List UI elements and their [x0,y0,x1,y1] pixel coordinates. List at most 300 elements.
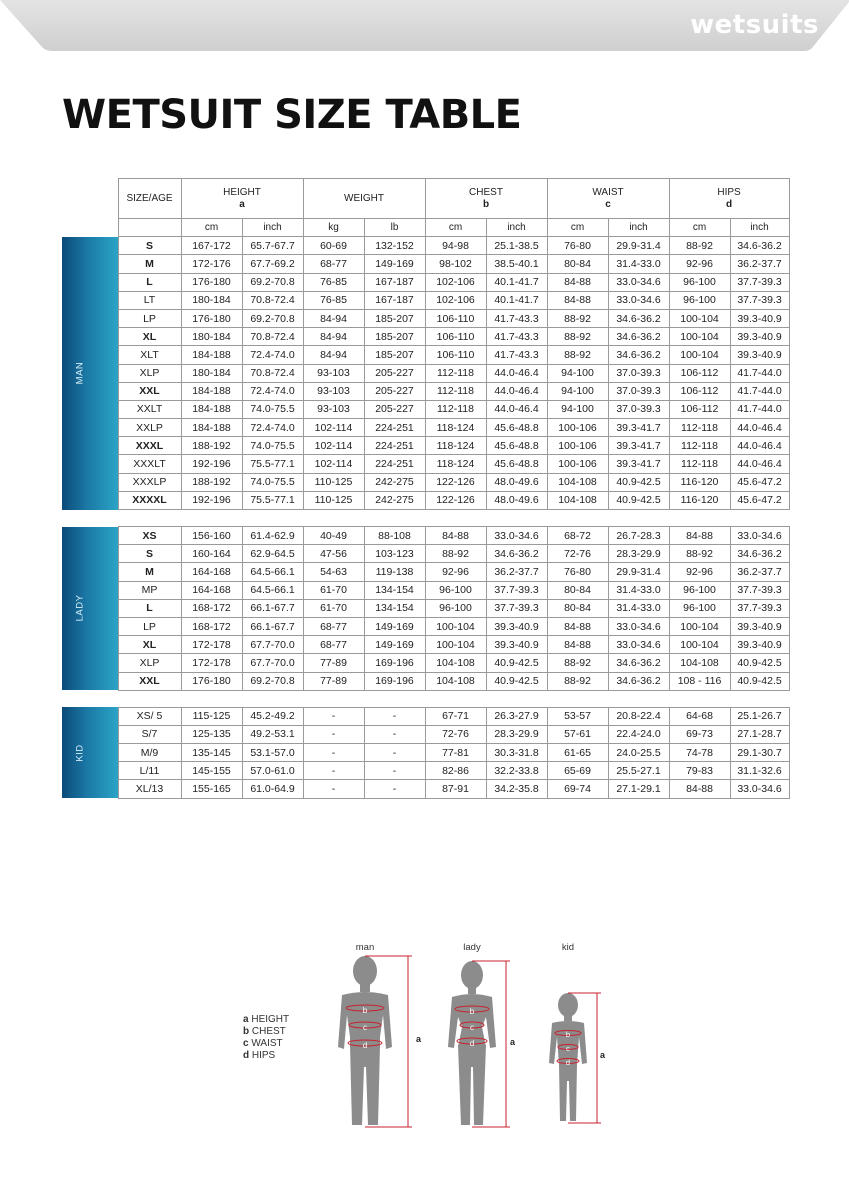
size-cell: LP [118,617,181,635]
value-cell: 172-178 [181,636,242,654]
size-cell: XXXLT [118,455,181,473]
value-cell: 104-108 [425,654,486,672]
value-cell: 100-104 [669,309,730,327]
section-label: LADY [74,594,86,622]
value-cell: 145-155 [181,762,242,780]
value-cell: 29.1-30.7 [730,744,789,762]
table-row [62,762,789,780]
value-cell: 100-104 [425,636,486,654]
table-row [62,419,789,437]
value-cell: 242-275 [364,491,425,509]
value-cell: 57.0-61.0 [242,762,303,780]
size-cell: XLP [118,364,181,382]
spacer-cell [486,510,547,527]
value-cell: 60-69 [303,237,364,255]
value-cell: 31.4-33.0 [608,255,669,273]
brand-logo-text: wetsuits [690,10,819,40]
legend-item: a HEIGHT [243,1014,290,1025]
spacer-cell [608,510,669,527]
value-cell: 53.1-57.0 [242,744,303,762]
man-mark-b: b [362,1006,368,1015]
value-cell: 100-106 [547,455,608,473]
value-cell: 41.7-43.3 [486,328,547,346]
value-cell: 100-106 [547,437,608,455]
value-cell: 84-88 [425,527,486,545]
value-cell: 37.7-39.3 [730,581,789,599]
value-cell: 41.7-44.0 [730,382,789,400]
unit-cell: inch [608,219,669,237]
value-cell: 66.1-67.7 [242,617,303,635]
value-cell: 39.3-41.7 [608,437,669,455]
value-cell: 33.0-34.6 [730,780,789,798]
value-cell: 80-84 [547,255,608,273]
value-cell: 33.0-34.6 [608,636,669,654]
unit-cell [118,219,181,237]
value-cell: 224-251 [364,419,425,437]
value-cell: 53-57 [547,707,608,725]
value-cell: 41.7-44.0 [730,364,789,382]
value-cell: 76-85 [303,273,364,291]
group-header-hips: HIPS d [669,179,789,219]
value-cell: 192-196 [181,455,242,473]
spacer-cell [425,510,486,527]
value-cell: 74.0-75.5 [242,473,303,491]
size-cell: XXXXL [118,491,181,509]
table-row [62,780,789,798]
value-cell: 184-188 [181,400,242,418]
value-cell: 96-100 [425,581,486,599]
value-cell: 104-108 [669,654,730,672]
value-cell: 88-92 [547,654,608,672]
size-cell: M/9 [118,744,181,762]
table-row [62,545,789,563]
value-cell: 67-71 [425,707,486,725]
size-cell: MP [118,581,181,599]
value-cell: 106-110 [425,309,486,327]
figure-label-man: man [355,942,375,953]
value-cell: - [303,744,364,762]
value-cell: 25.1-26.7 [730,707,789,725]
value-cell: 88-92 [547,346,608,364]
value-cell: 168-172 [181,599,242,617]
value-cell: 80-84 [547,581,608,599]
table-row [62,291,789,309]
value-cell: 68-77 [303,636,364,654]
value-cell: 96-100 [669,273,730,291]
section-label: MAN [74,361,86,385]
value-cell: 31.4-33.0 [608,581,669,599]
value-cell: 96-100 [669,291,730,309]
value-cell: 74-78 [669,744,730,762]
value-cell: 64-68 [669,707,730,725]
size-cell: S/7 [118,725,181,743]
value-cell: 70.8-72.4 [242,364,303,382]
value-cell: 104-108 [547,473,608,491]
value-cell: 33.0-34.6 [608,291,669,309]
table-row [62,437,789,455]
legend-item: b CHEST [243,1026,286,1037]
value-cell: 192-196 [181,491,242,509]
value-cell: 76-85 [303,291,364,309]
value-cell: 188-192 [181,473,242,491]
value-cell: 100-104 [669,346,730,364]
value-cell: 61-70 [303,581,364,599]
table-row [62,563,789,581]
spacer-cell [181,510,242,527]
value-cell: 37.7-39.3 [730,291,789,309]
unit-cell: kg [303,219,364,237]
spacer-cell [547,690,608,707]
value-cell: 132-152 [364,237,425,255]
size-cell: M [118,255,181,273]
table-row [62,672,789,690]
value-cell: 164-168 [181,563,242,581]
group-header-chest: CHEST b [425,179,547,219]
value-cell: 122-126 [425,473,486,491]
value-cell: 69.2-70.8 [242,309,303,327]
value-cell: 33.0-34.6 [608,273,669,291]
value-cell: 149-169 [364,636,425,654]
spacer-cell [730,510,789,527]
table-row [62,617,789,635]
value-cell: 40.9-42.5 [608,473,669,491]
value-cell: 112-118 [425,364,486,382]
value-cell: 92-96 [425,563,486,581]
value-cell: 37.7-39.3 [730,273,789,291]
value-cell: 184-188 [181,346,242,364]
value-cell: 67.7-70.0 [242,654,303,672]
table-row [62,255,789,273]
value-cell: 25.5-27.1 [608,762,669,780]
value-cell: 65.7-67.7 [242,237,303,255]
value-cell: 134-154 [364,599,425,617]
value-cell: 84-88 [547,636,608,654]
man-mark-c: c [363,1023,367,1032]
value-cell: 72.4-74.0 [242,419,303,437]
value-cell: 80-84 [547,599,608,617]
spacer-cell [242,690,303,707]
value-cell: 116-120 [669,491,730,509]
page-title: WETSUIT SIZE TABLE [62,92,522,138]
value-cell: 180-184 [181,291,242,309]
value-cell: 41.7-44.0 [730,400,789,418]
value-cell: 92-96 [669,563,730,581]
value-cell: 176-180 [181,273,242,291]
value-cell: 31.4-33.0 [608,599,669,617]
value-cell: 34.6-36.2 [608,654,669,672]
body-measurement-figures [240,935,620,1135]
value-cell: 33.0-34.6 [608,617,669,635]
value-cell: 205-227 [364,400,425,418]
value-cell: 118-124 [425,455,486,473]
value-cell: 75.5-77.1 [242,491,303,509]
value-cell: 32.2-33.8 [486,762,547,780]
value-cell: 84-88 [547,617,608,635]
spacer-cell [181,690,242,707]
value-cell: 70.8-72.4 [242,328,303,346]
value-cell: 88-92 [547,328,608,346]
table-row [62,346,789,364]
value-cell: 102-106 [425,273,486,291]
unit-cell: cm [669,219,730,237]
value-cell: 34.6-36.2 [608,346,669,364]
value-cell: 41.7-43.3 [486,309,547,327]
table-row [62,581,789,599]
value-cell: 40.9-42.5 [486,672,547,690]
value-cell: 102-114 [303,419,364,437]
value-cell: 54-63 [303,563,364,581]
spacer-cell [486,690,547,707]
value-cell: 88-92 [425,545,486,563]
value-cell: 39.3-40.9 [730,328,789,346]
size-cell: M [118,563,181,581]
lady-mark-b: b [469,1007,475,1016]
table-row [62,527,789,545]
size-cell: XLT [118,346,181,364]
value-cell: 77-89 [303,672,364,690]
value-cell: 25.1-38.5 [486,237,547,255]
value-cell: 110-125 [303,473,364,491]
value-cell: 44.0-46.4 [730,455,789,473]
value-cell: 176-180 [181,309,242,327]
value-cell: 84-88 [547,291,608,309]
value-cell: 61.0-64.9 [242,780,303,798]
value-cell: - [364,707,425,725]
value-cell: 108 - 116 [669,672,730,690]
value-cell: 69.2-70.8 [242,273,303,291]
value-cell: 40-49 [303,527,364,545]
value-cell: 122-126 [425,491,486,509]
value-cell: 30.3-31.8 [486,744,547,762]
value-cell: 102-114 [303,455,364,473]
value-cell: 167-187 [364,273,425,291]
section-band-lady [62,527,118,691]
figure-label-kid: kid [561,942,575,953]
value-cell: 134-154 [364,581,425,599]
table-row [62,744,789,762]
value-cell: 77-89 [303,654,364,672]
value-cell: 242-275 [364,473,425,491]
value-cell: 112-118 [669,455,730,473]
value-cell: 156-160 [181,527,242,545]
value-cell: 76-80 [547,237,608,255]
kid-mark-c: c [566,1044,570,1053]
value-cell: 115-125 [181,707,242,725]
value-cell: 224-251 [364,455,425,473]
value-cell: - [364,744,425,762]
value-cell: 38.5-40.1 [486,255,547,273]
value-cell: 149-169 [364,617,425,635]
value-cell: 205-227 [364,382,425,400]
kid-silhouette [549,993,587,1121]
table-row [62,400,789,418]
spacer-cell [62,690,118,707]
kid-mark-b: b [565,1030,571,1039]
value-cell: 48.0-49.6 [486,473,547,491]
value-cell: 45.6-48.8 [486,455,547,473]
value-cell: 72-76 [547,545,608,563]
value-cell: 93-103 [303,364,364,382]
value-cell: 39.3-40.9 [730,617,789,635]
value-cell: 100-106 [547,419,608,437]
table-row [62,273,789,291]
value-cell: 100-104 [425,617,486,635]
value-cell: 184-188 [181,419,242,437]
table-row [62,491,789,509]
value-cell: 155-165 [181,780,242,798]
spacer-cell [303,690,364,707]
value-cell: 44.0-46.4 [730,419,789,437]
table-row [62,328,789,346]
group-header-height: HEIGHT a [181,179,303,219]
value-cell: 26.3-27.9 [486,707,547,725]
value-cell: 84-94 [303,346,364,364]
table-row [62,707,789,725]
table-row [62,382,789,400]
value-cell: 106-112 [669,400,730,418]
value-cell: 29.9-31.4 [608,563,669,581]
value-cell: 67.7-69.2 [242,255,303,273]
value-cell: 100-104 [669,617,730,635]
value-cell: - [364,725,425,743]
value-cell: 125-135 [181,725,242,743]
value-cell: 45.6-48.8 [486,437,547,455]
value-cell: 39.3-40.9 [486,617,547,635]
size-cell: XXLP [118,419,181,437]
spacer-cell [303,510,364,527]
size-cell: XXL [118,382,181,400]
size-cell: XXXLP [118,473,181,491]
value-cell: 88-92 [669,237,730,255]
value-cell: 61.4-62.9 [242,527,303,545]
value-cell: 96-100 [669,599,730,617]
spacer-cell [118,690,181,707]
value-cell: 93-103 [303,382,364,400]
value-cell: 61-70 [303,599,364,617]
section-label: KID [74,743,86,762]
value-cell: 84-88 [547,273,608,291]
man-mark-d: d [362,1041,368,1050]
corner-cell [62,219,118,237]
value-cell: 167-172 [181,237,242,255]
value-cell: 64.5-66.1 [242,581,303,599]
value-cell: 185-207 [364,328,425,346]
size-age-header: SIZE/AGE [118,179,181,219]
value-cell: 112-118 [669,437,730,455]
table-row [62,309,789,327]
value-cell: 27.1-29.1 [608,780,669,798]
value-cell: - [364,780,425,798]
value-cell: 69-73 [669,725,730,743]
value-cell: 39.3-40.9 [730,346,789,364]
spacer-cell [242,510,303,527]
value-cell: 116-120 [669,473,730,491]
value-cell: 169-196 [364,654,425,672]
value-cell: 224-251 [364,437,425,455]
value-cell: 96-100 [425,599,486,617]
value-cell: 112-118 [425,382,486,400]
value-cell: - [303,762,364,780]
value-cell: 88-92 [547,672,608,690]
unit-cell: inch [242,219,303,237]
value-cell: 185-207 [364,346,425,364]
value-cell: 48.0-49.6 [486,491,547,509]
value-cell: 40.1-41.7 [486,291,547,309]
value-cell: 36.2-37.7 [486,563,547,581]
value-cell: 36.2-37.7 [730,563,789,581]
spacer-cell [364,690,425,707]
value-cell: 44.0-46.4 [486,364,547,382]
value-cell: 172-178 [181,654,242,672]
value-cell: 57-61 [547,725,608,743]
value-cell: 185-207 [364,309,425,327]
value-cell: 100-104 [669,636,730,654]
value-cell: 176-180 [181,672,242,690]
value-cell: 62.9-64.5 [242,545,303,563]
value-cell: 39.3-41.7 [608,455,669,473]
table-row [62,364,789,382]
value-cell: 33.0-34.6 [730,527,789,545]
value-cell: 40.1-41.7 [486,273,547,291]
value-cell: 37.7-39.3 [486,581,547,599]
value-cell: 20.8-22.4 [608,707,669,725]
value-cell: 34.6-36.2 [730,545,789,563]
table-row [62,237,789,255]
spacer-cell [118,510,181,527]
value-cell: 69.2-70.8 [242,672,303,690]
value-cell: 34.6-36.2 [486,545,547,563]
value-cell: 26.7-28.3 [608,527,669,545]
value-cell: 184-188 [181,382,242,400]
value-cell: 82-86 [425,762,486,780]
lady-mark-d: d [469,1039,475,1048]
lady-mark-a: a [510,1037,516,1047]
value-cell: 31.1-32.6 [730,762,789,780]
value-cell: 119-138 [364,563,425,581]
corner-cell [62,179,118,219]
size-cell: XS [118,527,181,545]
value-cell: 110-125 [303,491,364,509]
size-cell: LP [118,309,181,327]
lady-mark-c: c [470,1023,474,1032]
spacer-cell [364,510,425,527]
value-cell: 34.6-36.2 [608,328,669,346]
unit-cell: cm [425,219,486,237]
spacer-cell [547,510,608,527]
value-cell: 68-72 [547,527,608,545]
size-cell: LT [118,291,181,309]
figure-label-lady: lady [463,942,481,953]
value-cell: 205-227 [364,364,425,382]
value-cell: 96-100 [669,581,730,599]
value-cell: 118-124 [425,437,486,455]
value-cell: 188-192 [181,437,242,455]
value-cell: 180-184 [181,328,242,346]
value-cell: 49.2-53.1 [242,725,303,743]
value-cell: 172-176 [181,255,242,273]
value-cell: 37.0-39.3 [608,400,669,418]
value-cell: 40.9-42.5 [608,491,669,509]
value-cell: 112-118 [425,400,486,418]
value-cell: 45.6-47.2 [730,473,789,491]
value-cell: 88-108 [364,527,425,545]
spacer-cell [62,510,118,527]
value-cell: 84-88 [669,780,730,798]
value-cell: - [303,725,364,743]
value-cell: 164-168 [181,581,242,599]
value-cell: 40.9-42.5 [730,672,789,690]
value-cell: 72.4-74.0 [242,382,303,400]
